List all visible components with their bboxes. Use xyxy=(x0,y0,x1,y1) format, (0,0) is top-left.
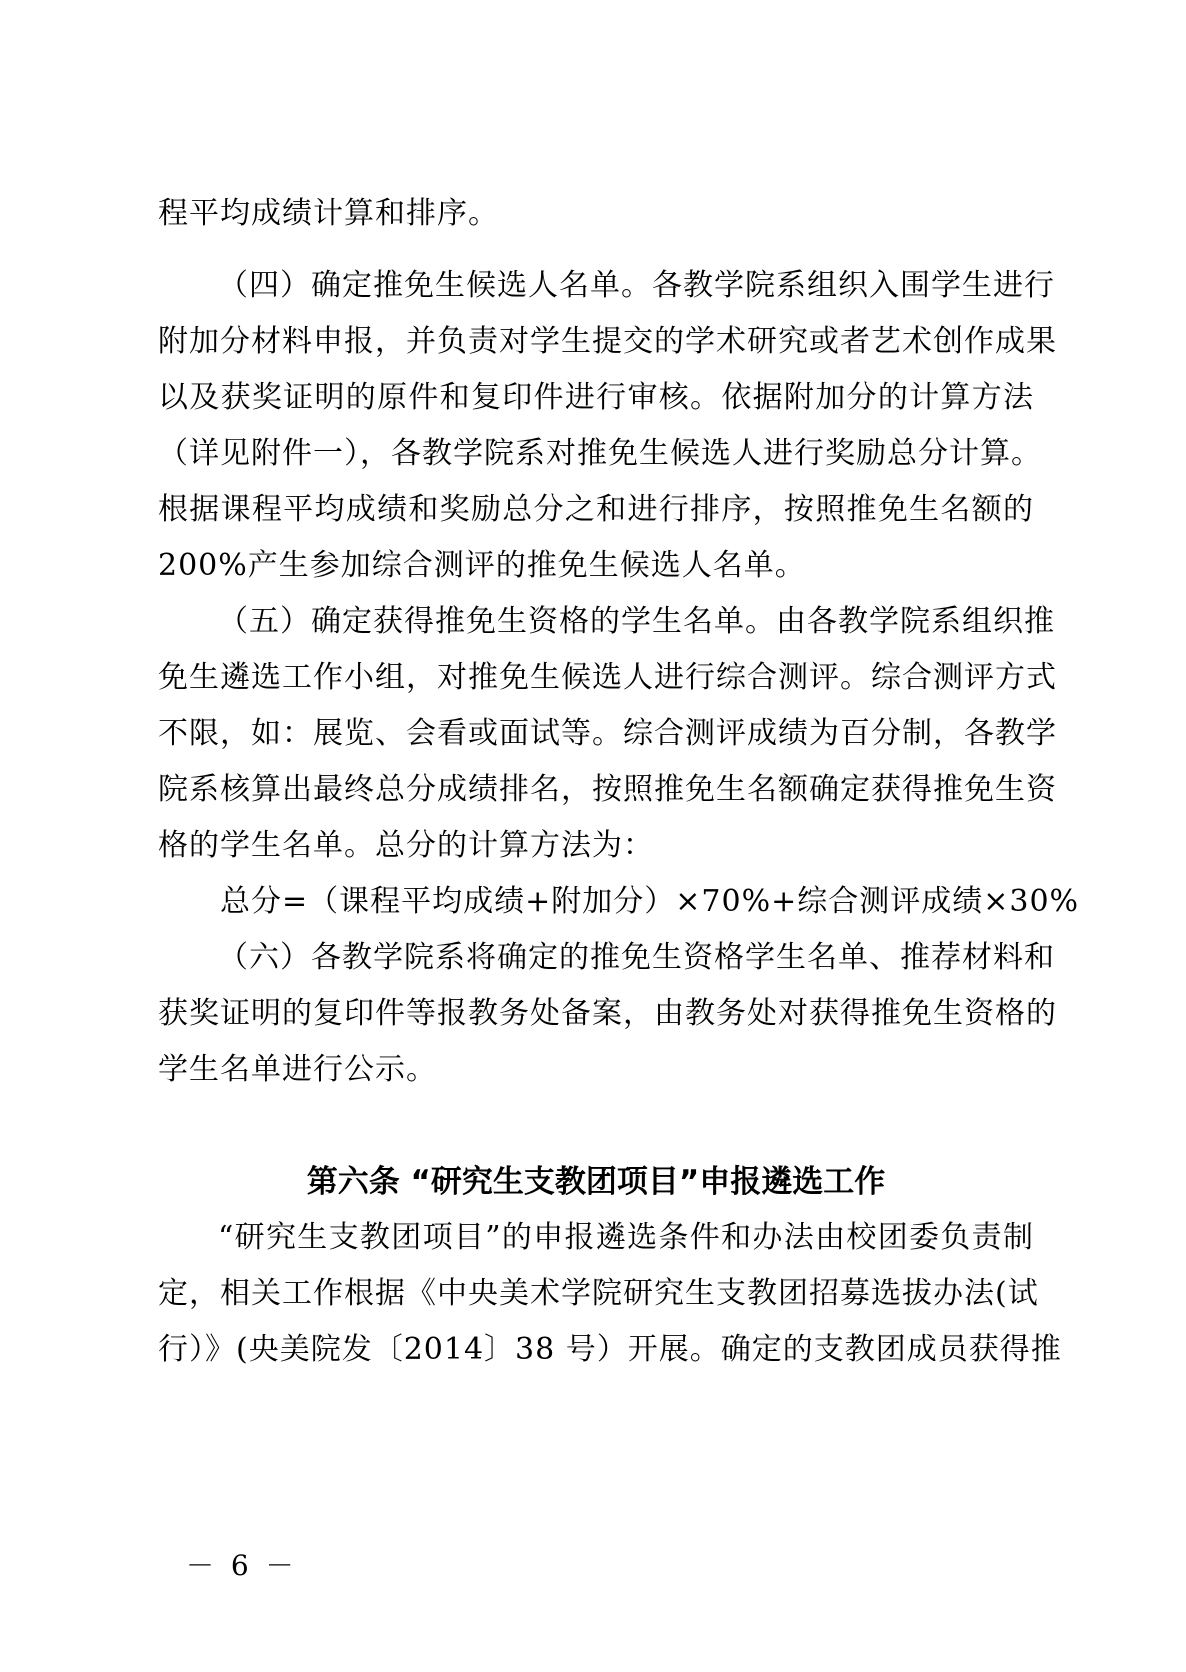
formula-line: 总分=（课程平均成绩+附加分）×70%+综合测评成绩×30% xyxy=(220,884,1080,919)
text-line: 院系核算出最终总分成绩排名，按照推免生名额确定获得推免生资 xyxy=(158,772,1057,807)
text-line: 程平均成绩计算和排序。 xyxy=(158,196,499,231)
section-heading: 第六条 “研究生支教团项目”申报遴选工作 xyxy=(306,1164,886,1200)
text-line: （详见附件一），各教学院系对推免生候选人进行奖励总分计算。 xyxy=(158,436,1042,471)
text-line: 学生名单进行公示。 xyxy=(158,1052,437,1087)
page-number: － 6 － xyxy=(186,1549,298,1582)
text-line: （五）确定获得推免生资格的学生名单。由各教学院系组织推 xyxy=(218,604,1055,639)
text-line: 根据课程平均成绩和奖励总分之和进行排序，按照推免生名额的 xyxy=(158,492,1034,527)
text-line: 免生遴选工作小组，对推免生候选人进行综合测评。综合测评方式 xyxy=(158,660,1057,695)
text-line: 不限，如：展览、会看或面试等。综合测评成绩为百分制，各教学 xyxy=(158,716,1057,751)
text-line: （六）各教学院系将确定的推免生资格学生名单、推荐材料和 xyxy=(218,940,1055,975)
text-line: 附加分材料申报，并负责对学生提交的学术研究或者艺术创作成果 xyxy=(158,324,1057,359)
text-line: “研究生支教团项目”的申报遴选条件和办法由校团委负责制 xyxy=(218,1220,1034,1255)
text-line: （四）确定推免生候选人名单。各教学院系组织入围学生进行 xyxy=(218,268,1055,303)
text-line: 行）》(央美院发〔2014〕38 号）开展。确定的支教团成员获得推 xyxy=(158,1332,1062,1367)
text-line: 以及获奖证明的原件和复印件进行审核。依据附加分的计算方法 xyxy=(158,380,1034,415)
text-line: 200%产生参加综合测评的推免生候选人名单。 xyxy=(158,548,806,583)
text-line: 格的学生名单。总分的计算方法为： xyxy=(158,828,654,863)
text-line: 获奖证明的复印件等报教务处备案，由教务处对获得推免生资格的 xyxy=(158,996,1057,1031)
text-line: 定，相关工作根据《中央美术学院研究生支教团招募选拔办法(试 xyxy=(158,1276,1039,1311)
